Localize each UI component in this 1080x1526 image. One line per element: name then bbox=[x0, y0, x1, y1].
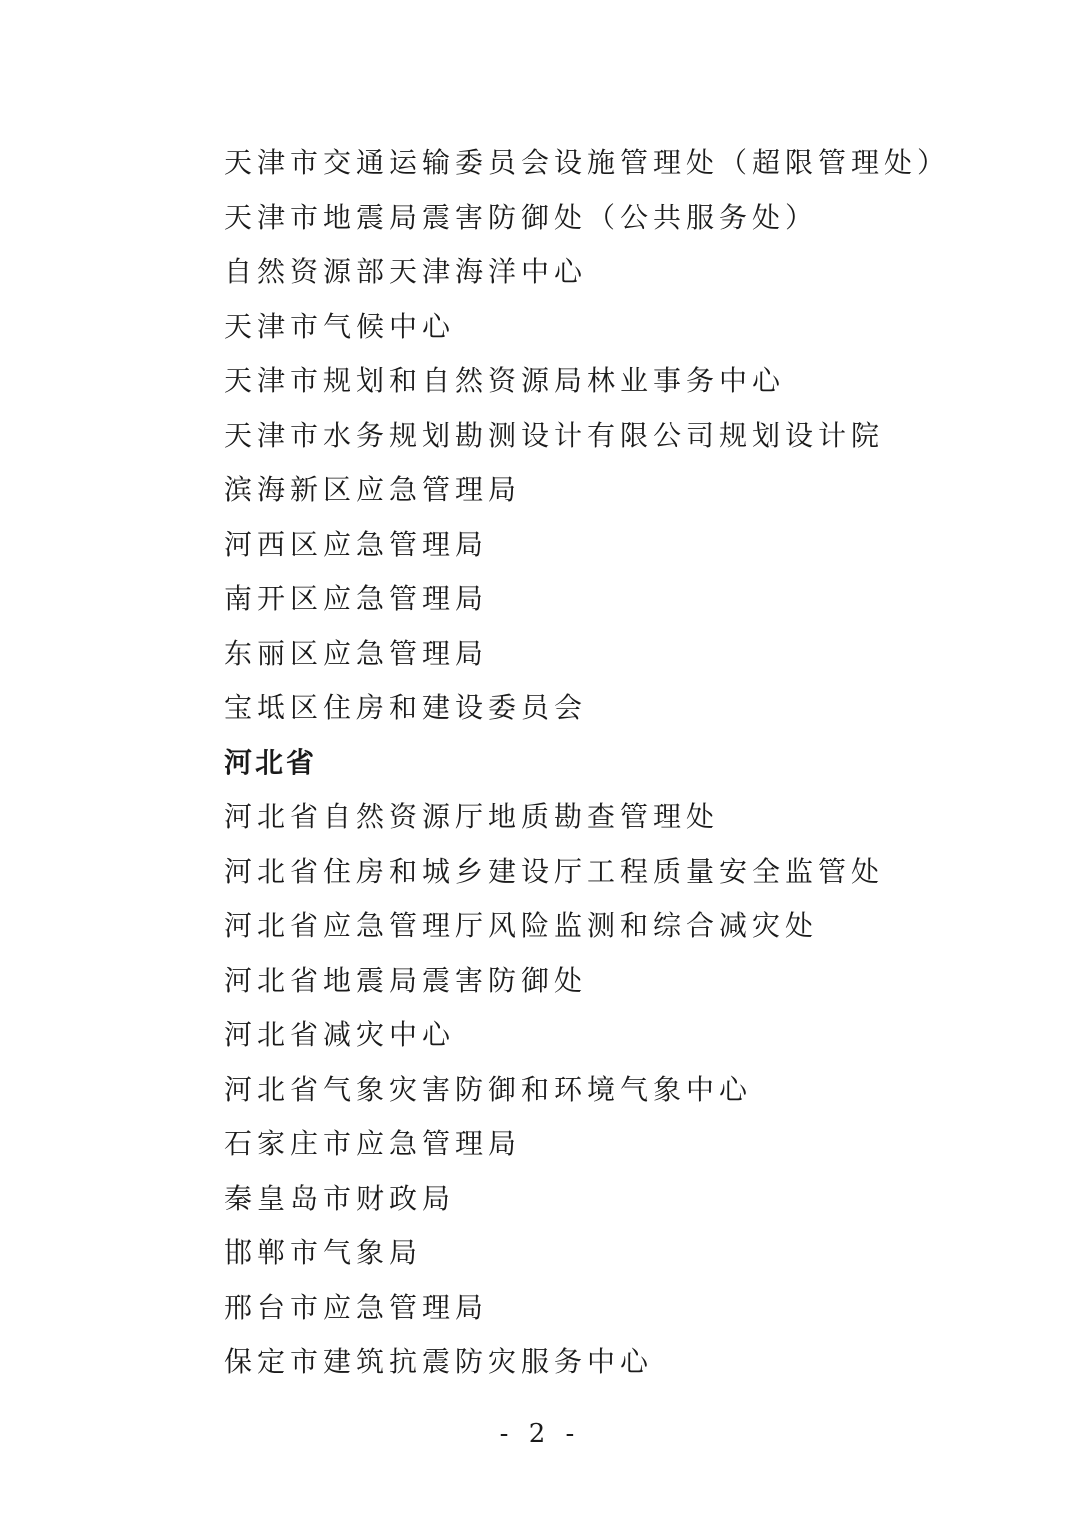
list-item: 河北省气象灾害防御和环境气象中心 bbox=[224, 1072, 753, 1106]
list-item: 南开区应急管理局 bbox=[224, 582, 489, 615]
list-item: 自然资源部天津海洋中心 bbox=[224, 255, 588, 288]
list-item: 河北省地震局震害防御处 bbox=[224, 963, 588, 997]
list-item: 石家庄市应急管理局 bbox=[224, 1127, 522, 1160]
list-item: 河北省自然资源厅地质勘查管理处 bbox=[224, 800, 720, 833]
list-item: 保定市建筑抗震防灾服务中心 bbox=[224, 1345, 654, 1378]
section-heading: 河北省 bbox=[224, 745, 318, 779]
list-item: 东丽区应急管理局 bbox=[224, 636, 489, 670]
organization-list bbox=[224, 136, 1024, 1390]
list-item: 河西区应急管理局 bbox=[224, 527, 489, 561]
list-item: 天津市地震局震害防御处（公共服务处） bbox=[224, 200, 819, 234]
list-item: 天津市水务规划勘测设计有限公司规划设计院 bbox=[224, 418, 885, 452]
list-item: 邯郸市气象局 bbox=[224, 1236, 423, 1269]
list-item: 河北省住房和城乡建设厅工程质量安全监管处 bbox=[224, 854, 885, 888]
list-item: 天津市交通运输委员会设施管理处（超限管理处） bbox=[224, 146, 951, 179]
list-item: 河北省减灾中心 bbox=[224, 1018, 456, 1051]
list-item: 宝坻区住房和建设委员会 bbox=[224, 691, 588, 724]
list-item: 天津市气候中心 bbox=[224, 309, 456, 343]
list-item: 邢台市应急管理局 bbox=[224, 1290, 489, 1324]
list-item: 秦皇岛市财政局 bbox=[224, 1181, 456, 1215]
list-item: 河北省应急管理厅风险监测和综合减灾处 bbox=[224, 909, 819, 942]
page-number: - 2 - bbox=[499, 1419, 581, 1449]
list-item: 滨海新区应急管理局 bbox=[224, 473, 522, 506]
list-item: 天津市规划和自然资源局林业事务中心 bbox=[224, 364, 786, 397]
